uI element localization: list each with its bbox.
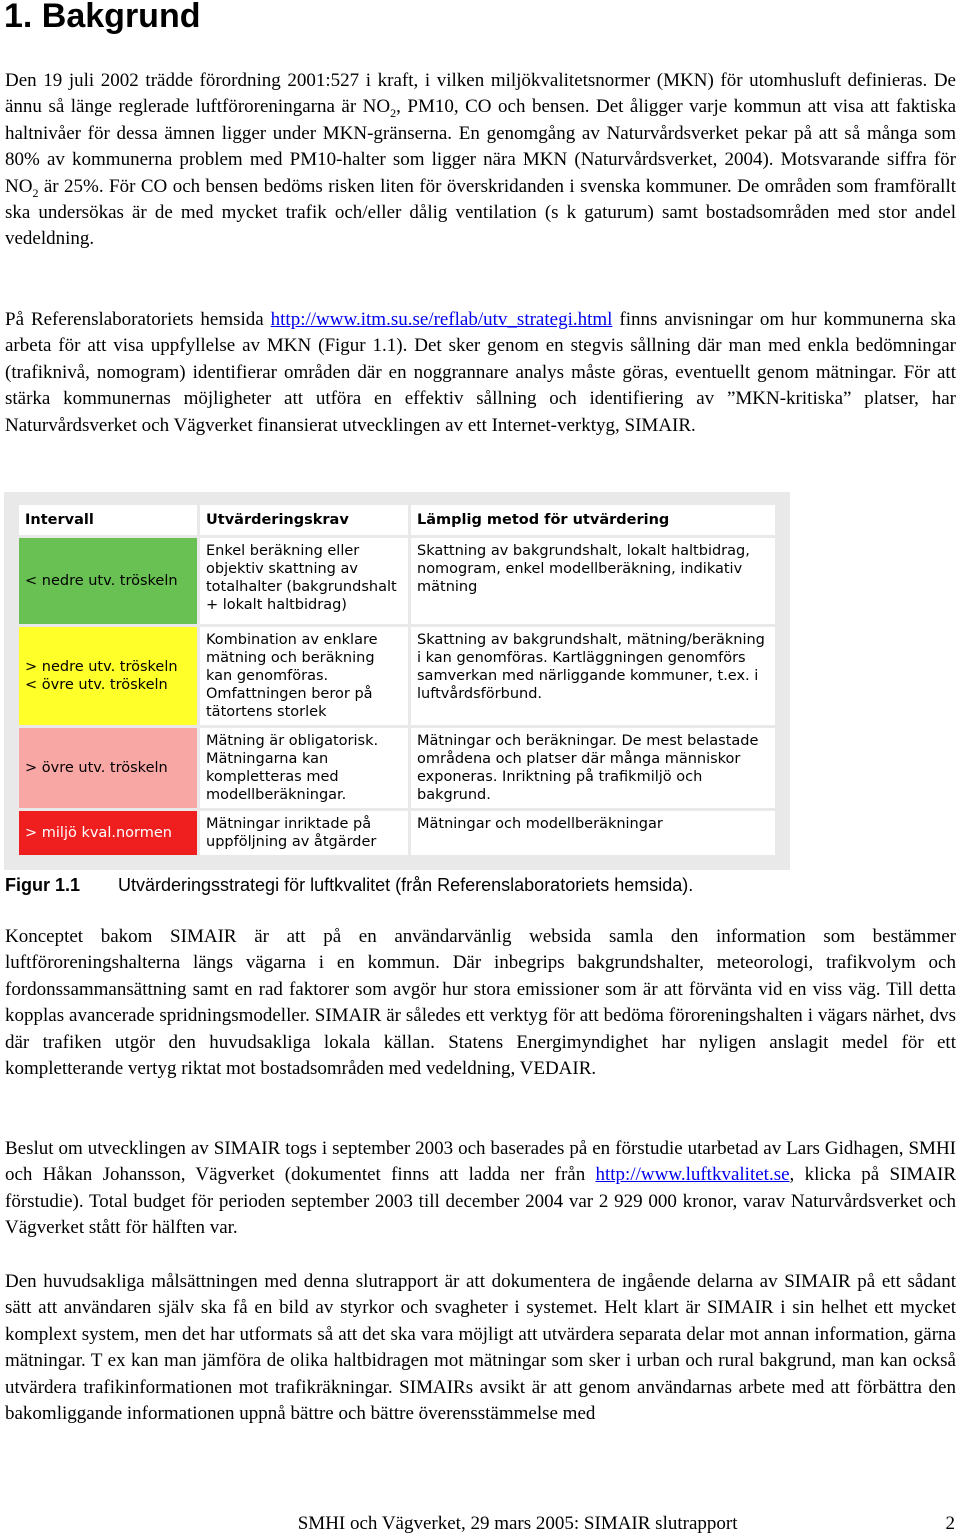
paragraph-text: , klicka på SIMAIR förstudie). Total budget för perioden september 2003 till december 2004 var 2 929 000 kronor, varav Naturvårdsverket och Vägverket stått för hälften var. bbox=[5, 1164, 956, 1239]
header-interval: Intervall bbox=[19, 505, 197, 535]
reflab-link[interactable]: http://www.itm.su.se/reflab/utv_strategi.html bbox=[270, 309, 613, 330]
method-cell: Mätningar och beräkningar. De mest belastade områdena och platser där många människor exponeras. Inriktning på trafikmiljö och bakgrund. bbox=[411, 728, 775, 808]
method-cell: Mätningar och modellberäkningar bbox=[411, 811, 775, 855]
paragraph-text: Den 19 juli 2002 trädde förordning 2001:527 i kraft, i vilken miljökvalitetsnormer (MKN) för utomhusluft definieras. De ännu så länge reglerade luftföroreningarna är NO bbox=[5, 70, 956, 118]
requirement-cell: Kombination av enklare mätning och beräkning kan genomföras. Omfattningen beror på tätortens storlek bbox=[200, 627, 408, 725]
paragraph-text: På Referenslaboratoriets hemsida bbox=[5, 309, 271, 330]
caption-text: Utvärderingsstrategi för luftkvalitet (från Referenslaboratoriets hemsida). bbox=[118, 875, 694, 895]
paragraph-text: , PM10, CO och bensen. Det åligger varje kommun att visa att faktiska haltnivåer för dessa ämnen ligger under MKN-gränserna. En genomgång av Naturvårdsverket pekar på att så många som 80% av kommunerna problem med PM10-halter som ligger nära MKN (Naturvårdsverket, 2004). Motsvarande siffra för NO bbox=[5, 96, 957, 197]
evaluation-table bbox=[16, 502, 778, 858]
paragraph-background bbox=[5, 68, 956, 253]
paragraph-text: är 25%. För CO och bensen bedöms risken liten för överskridanden i svenska kommuner. De områden som framförallt ska undersökas är de med mycket trafik och/eller dålig ventilation (s k gaturum) samt bostadsområden med stor andel vedeldning. bbox=[5, 175, 956, 250]
table-header-row bbox=[19, 505, 775, 535]
figure-number: Figur 1.1 bbox=[5, 875, 81, 895]
paragraph-reflab bbox=[5, 307, 956, 439]
interval-cell: > övre utv. tröskeln bbox=[19, 728, 197, 808]
table-row bbox=[19, 538, 775, 624]
paragraph-objective: Den huvudsakliga målsättningen med denna slutrapport är att dokumentera de ingående delarna av SIMAIR på ett sådant sätt att användaren själv ska få en bild av styrkor och svagheter i systemet. Helt klart är SIMAIR i sin helhet ett mycket komplext system, men det har utformats så att det ska vara möjligt att utvärdera separata delar mot annan information, gärna mätningar. T ex kan man jämföra de olika haltbidragen mot mätningar som sker i urban och rural bakgrund, man kan också utvärdera trafikinformationen mot trafikräkningar. SIMAIRs avsikt är att genom användarnas arbete med att förbättra den bakomliggande informationen uppnå bättre och bättre överensstämmelse med bbox=[5, 1271, 956, 1425]
figure-caption bbox=[5, 872, 693, 898]
table-row bbox=[19, 811, 775, 855]
requirement-cell: Mätningar inriktade på uppföljning av åtgärder bbox=[200, 811, 408, 855]
subscript: 2 bbox=[390, 106, 397, 121]
paragraph-concept: Konceptet bakom SIMAIR är att på en användarvänlig websida samla den information som bestämmer luftföroreningshalterna längs vägarna i en kommun. Där inbegrips bakgrundshalter, meteorologi, trafikvolym och fordonssammansättning samt en rad faktorer som avgör hur stora emissioner som är att förvänta vid en viss väg. Till detta kopplas avancerade spridningsmodeller. SIMAIR är således ett verktyg för att bedöma föroreningshalten i vägars närhet, dvs där trafiken utgör den huvudsakliga lokala källan. Statens Energimyndighet har nyligen anslagit medel för ett kompletterande vertyg riktat mot bostadsområden med vedeldning, VEDAIR. bbox=[5, 926, 956, 1080]
header-method: Lämplig metod för utvärdering bbox=[411, 505, 775, 535]
header-requirement: Utvärderingskrav bbox=[200, 505, 408, 535]
paragraph-text: Beslut om utvecklingen av SIMAIR togs i september 2003 och baserades på en förstudie utarbetad av Lars Gidhagen, SMHI och Håkan Johansson, Vägverket (dokumentet finns att ladda ner från bbox=[5, 1138, 956, 1186]
method-cell: Skattning av bakgrundshalt, lokalt haltbidrag, nomogram, enkel modellberäkning, indikativ mätning bbox=[411, 538, 775, 624]
subscript: 2 bbox=[32, 185, 39, 200]
table-row bbox=[19, 627, 775, 725]
method-cell: Skattning av bakgrundshalt, mätning/beräkning i kan genomföras. Kartläggningen genomförs samverkan med närliggande kommuner, t.ex. i luftvårdsförbund. bbox=[411, 627, 775, 725]
requirement-cell: Mätning är obligatorisk. Mätningarna kan kompletteras med modellberäkningar. bbox=[200, 728, 408, 808]
footer-text: SMHI och Vägverket, 29 mars 2005: SIMAIR slutrapport bbox=[297, 1513, 738, 1534]
interval-cell: > miljö kval.normen bbox=[19, 811, 197, 855]
page-footer bbox=[0, 1511, 955, 1537]
section-heading: 1. Bakgrund bbox=[4, 0, 201, 35]
interval-cell: < nedre utv. tröskeln bbox=[19, 538, 197, 624]
requirement-cell: Enkel beräkning eller objektiv skattning av totalhalter (bakgrundshalt + lokalt haltbidrag) bbox=[200, 538, 408, 624]
paragraph-text: finns anvisningar om hur kommunerna ska arbeta för att visa uppfyllelse av MKN (Figur 1.1). Det sker genom en stegvis sållning där man med enkla bedömningar (trafiknivå, nomogram) identifierar områden där en noggrannare analys måste göras, eventuellt genom mätningar. För att stärka kommunernas möjligheter att utföra en effektiv sållning och identifiering av ”MKN-kritiska” platser, har Naturvårdsverket och Vägverket finansierat utvecklingen av ett Internet-verktyg, SIMAIR. bbox=[5, 309, 956, 436]
page-number: 2 bbox=[945, 1513, 955, 1534]
table-row bbox=[19, 728, 775, 808]
paragraph-decision bbox=[5, 1136, 956, 1242]
evaluation-strategy-figure bbox=[4, 492, 790, 870]
interval-cell: > nedre utv. tröskeln < övre utv. tröskeln bbox=[19, 627, 197, 725]
luftkvalitet-link[interactable]: http://www.luftkvalitet.se bbox=[595, 1164, 790, 1186]
